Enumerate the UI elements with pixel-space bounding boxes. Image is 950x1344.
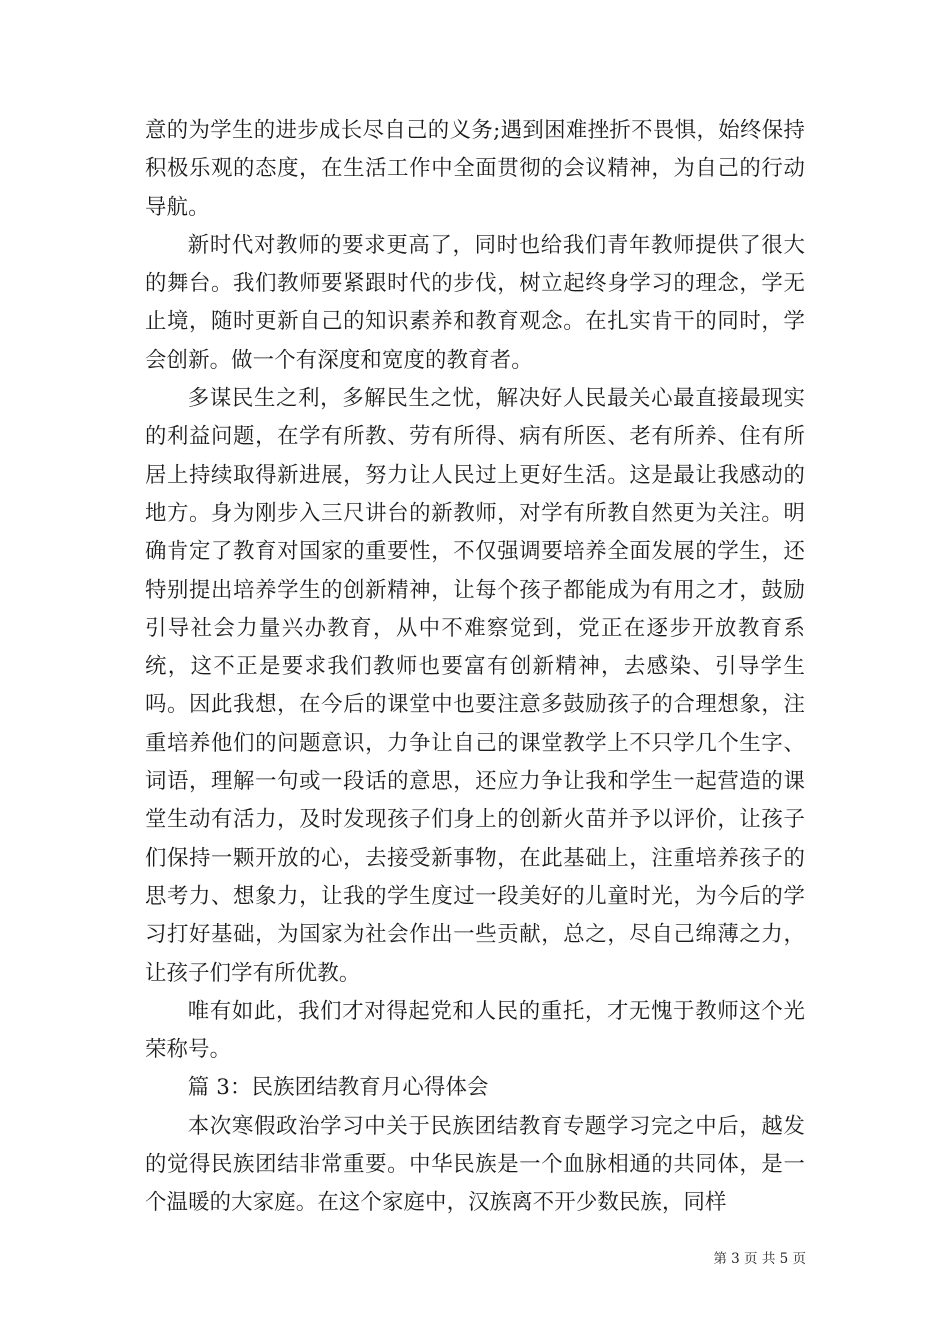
paragraph-4: 唯有如此，我们才对得起党和人民的重托，才无愧于教师这个光荣称号。 (145, 998, 805, 1063)
paragraph-6: 本次寒假政治学习中关于民族团结教育专题学习完之中后，越发的觉得民族团结非常重要。中华民族是一个血脉相通的共同体，是一个温暖的大家庭。在这个家庭中，汉族离不开少数民族，同样 (145, 1113, 805, 1216)
section-heading: 篇 3：民族团结教育月心得体会 (187, 1075, 489, 1101)
document-body (145, 112, 805, 1223)
paragraph-2: 新时代对教师的要求更高了，同时也给我们青年教师提供了很大的舞台。我们教师要紧跟时代的步伐，树立起终身学习的理念，学无止境，随时更新自己的知识素养和教育观念。在扎实肯干的同时，学会创新。做一个有深度和宽度的教育者。 (145, 232, 805, 373)
paragraph-3: 多谋民生之利，多解民生之忧，解决好人民最关心最直接最现实的利益问题，在学有所教、劳有所得、病有所医、老有所养、住有所居上持续取得新进展，努力让人民过上更好生活。这是最让我感动的地方。身为刚步入三尺讲台的新教师，对学有所教自然更为关注。明确肯定了教育对国家的重要性，不仅强调要培养全面发展的学生，还特别提出培养学生的创新精神，让每个孩子都能成为有用之才，鼓励引导社会力量兴办教育，从中不难察觉到，党正在逐步开放教育系统，这不正是要求我们教师也要富有创新精神，去感染、引导学生吗。因此我想，在今后的课堂中也要注意多鼓励孩子的合理想象，注重培养他们的问题意识，力争让自己的课堂教学上不只学几个生字、词语，理解一句或一段话的意思，还应力争让我和学生一起营造的课堂生动有活力，及时发现孩子们身上的创新火苗并予以评价，让孩子们保持一颗开放的心，去接受新事物，在此基础上，注重培养孩子的思考力、想象力，让我的学生度过一段美好的儿童时光，为今后的学习打好基础，为国家为社会作出一些贡献，总之，尽自己绵薄之力，让孩子们学有所优教。 (145, 386, 805, 986)
page-number: 第 3 页 共 5 页 (713, 1251, 806, 1267)
paragraph-1: 意的为学生的进步成长尽自己的义务;遇到困难挫折不畏惧，始终保持积极乐观的态度，在生活工作中全面贯彻的会议精神，为自己的行动导航。 (145, 118, 805, 220)
